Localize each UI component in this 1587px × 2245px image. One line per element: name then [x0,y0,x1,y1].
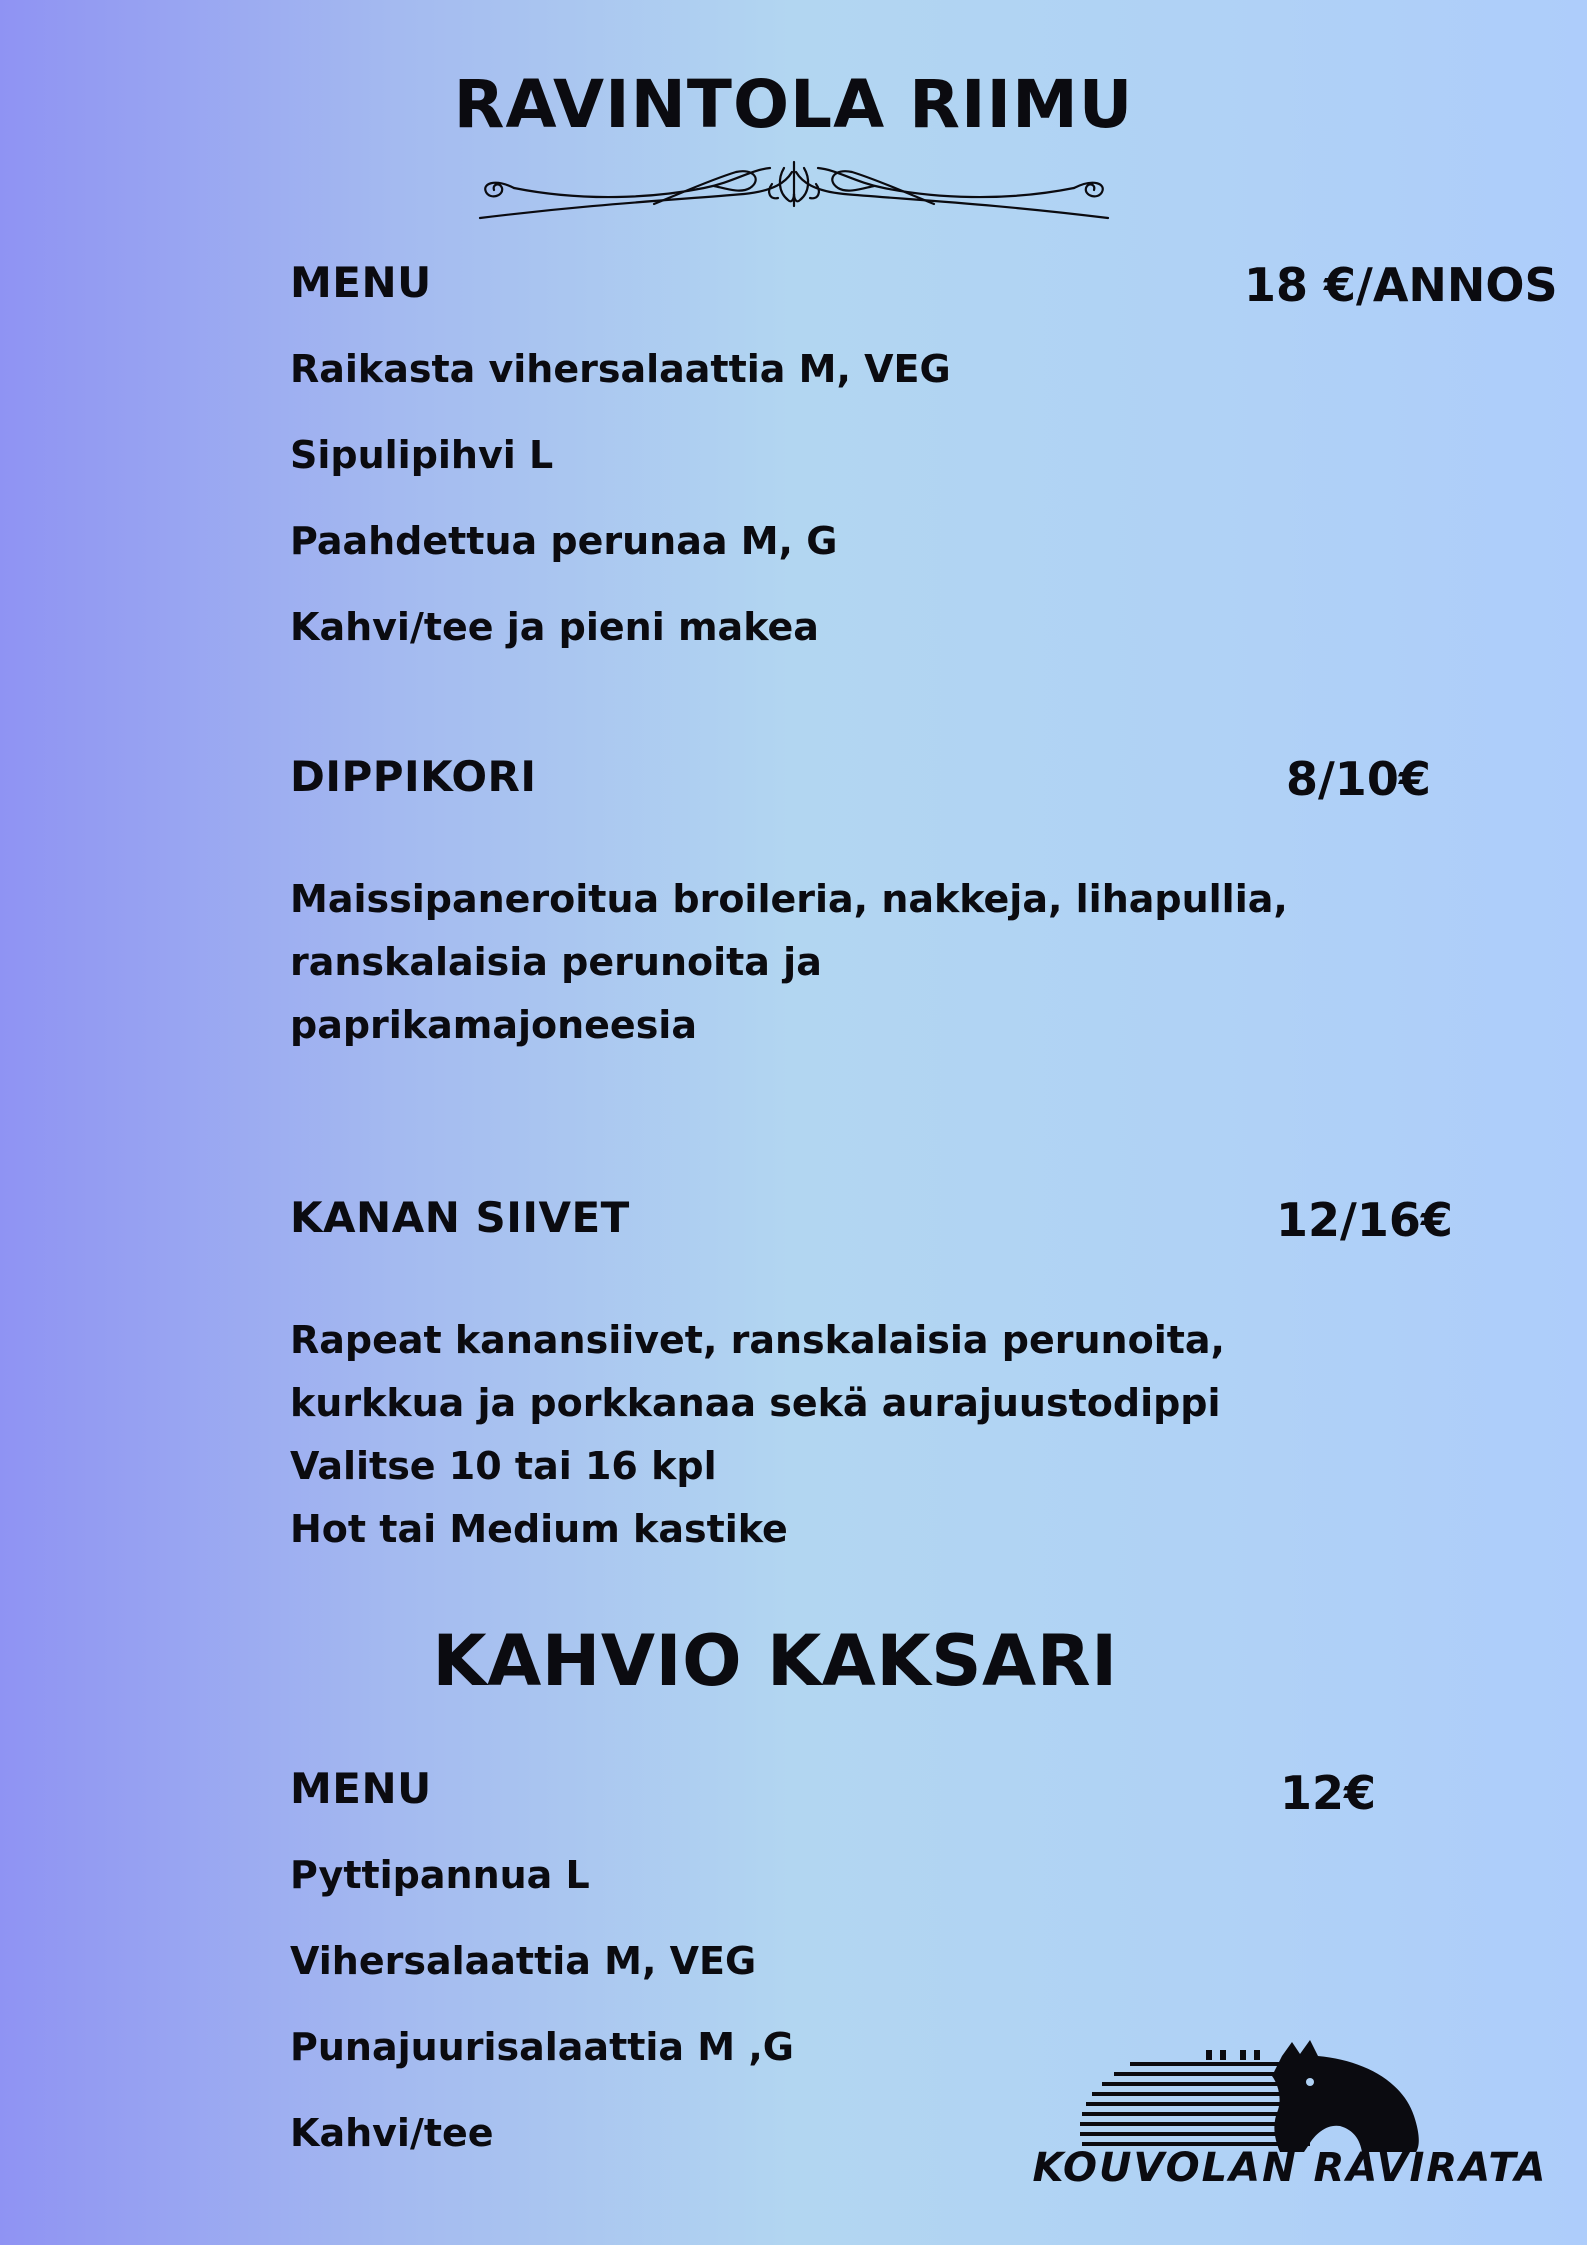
cafe-title: KAHVIO KAKSARI [432,1620,1118,1702]
dippikori-heading: DIPPIKORI [290,752,537,801]
menu-item: Kahvi/tee ja pieni makea [290,605,819,649]
cafe-menu-item: Vihersalaattia M, VEG [290,1939,757,1983]
dippikori-description-line: ranskalaisia perunoita ja [290,940,822,984]
kanan-siivet-description-line: Valitse 10 tai 16 kpl [290,1444,717,1488]
cafe-menu-item: Pyttipannua L [290,1853,590,1897]
menu-price: 18 €/ANNOS [1244,258,1558,312]
menu-item: Raikasta vihersalaattia M, VEG [290,347,951,391]
menu-item: Sipulipihvi L [290,433,554,477]
cafe-menu-price: 12€ [1280,1766,1377,1820]
kanan-siivet-description-line: Hot tai Medium kastike [290,1507,788,1551]
kanan-siivet-description-line: kurkkua ja porkkanaa sekä aurajuustodippi [290,1381,1221,1425]
kanan-siivet-description-line: Rapeat kanansiivet, ranskalaisia perunoita, [290,1318,1225,1362]
cafe-menu-item: Punajuurisalaattia M ,G [290,2025,794,2069]
restaurant-title: RAVINTOLA RIIMU [453,66,1134,143]
menu-heading: MENU [290,258,432,307]
flourish-divider-icon [474,158,1114,224]
logo-text: KOUVOLAN RAVIRATA [1032,2145,1548,2191]
dippikori-description-line: paprikamajoneesia [290,1003,697,1047]
menu-item: Paahdettua perunaa M, G [290,519,838,563]
cafe-menu-heading: MENU [290,1764,432,1813]
dippikori-description-line: Maissipaneroitua broileria, nakkeja, lihapullia, [290,877,1288,921]
kanan-siivet-price: 12/16€ [1276,1193,1453,1247]
dippikori-price: 8/10€ [1286,752,1431,806]
kanan-siivet-heading: KANAN SIIVET [290,1193,630,1242]
cafe-menu-item: Kahvi/tee [290,2111,494,2155]
